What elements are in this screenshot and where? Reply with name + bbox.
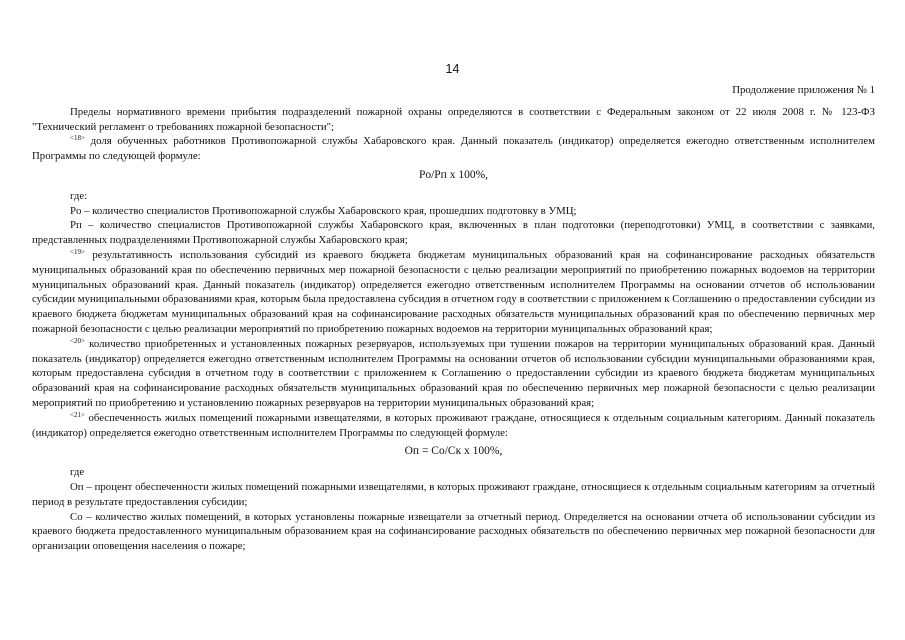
paragraph-note-20 xyxy=(32,337,875,411)
paragraph-text: результативность использования субсидий из краевого бюджета бюджетам муниципальных образований края на софинансирование расходных обязательств муниципальных образований края по обеспечению первичных мер пожарной безопасности с целью реализации мероприятий по приобретению пожарных водоемов на территории муниципальных образований края. Данный показатель (индикатор) определяется ежегодно ответственным исполнителем Программы на основании отчетов об использовании субсидии муниципальными образованиями края, которым была предоставлена субсидия в отчетном году в соответствии с приложением к Соглашению о предоставлении субсидии из краевого бюджета бюджетам муниципальных образований края на софинансирование расходных обязательств муниципальных образований края по обеспечению первичных мер пожарной безопасности с целью реализации мероприятий по приобретению пожарных водоемов на территории муниципальных образований края; xyxy=(32,248,875,335)
paragraph-def-po xyxy=(32,204,875,219)
paragraph-def-op xyxy=(32,480,875,510)
formula-trained-share: Pо/Pп x 100%, xyxy=(418,168,489,181)
appendix-continuation-header: Продолжение приложения № 1 xyxy=(732,84,875,96)
formula-detector-coverage: Oп = Cо/Cк x 100%, xyxy=(404,445,503,458)
paragraph-text: Cо – количество жилых помещений, в которых установлены пожарные извещатели за отчетный период. Определяется на основании отчета об использовании субсидии из краевого бюджета предоставленного муниципальным образованием края на софинансирование расходных обязательств по обеспечению первичных мер пожарной безопасности для организации оповещения населения о пожаре; xyxy=(32,510,875,553)
paragraph-text: количество приобретенных и установленных пожарных резервуаров, используемых при тушении пожаров на территории муниципальных образований края. Данный показатель (индикатор) определяется ежегодно ответственным исполнителем Программы на основании отчетов об использовании субсидии муниципальными образованиями края, которым предоставлена субсидия в отчетном году в соответствии с приложением к Соглашению о предоставлении субсидии из краевого бюджета бюджетам муниципальных образований края на софинансирование расходных обязательств муниципальных образований края по обеспечению первичных мер пожарной безопасности с целью реализации мероприятий по приобретению и установлению пожарных резервуаров на территории муниципальных образований края; xyxy=(32,337,875,409)
paragraph-text: доля обученных работников Противопожарной службы Хабаровского края. Данный показатель (индикатор) определяется ежегодно ответственным исполнителем Программы по следующей формуле: xyxy=(32,135,875,163)
footnote-marker: <19> xyxy=(70,247,85,256)
paragraph-where-1 xyxy=(32,189,875,204)
paragraph-text: Pо – количество специалистов Противопожарной службы Хабаровского края, прошедших подготовку в УМЦ; xyxy=(70,204,577,217)
document-body xyxy=(32,83,875,554)
footnote-marker: <18> xyxy=(70,134,85,143)
page-number: 14 xyxy=(445,62,460,76)
footnote-marker: <20> xyxy=(70,336,85,345)
footnote-marker: <21> xyxy=(70,410,85,419)
paragraph-text: Pп – количество специалистов Противопожарной службы Хабаровского края, включенных в план подготовки (переподготовки) УМЦ, в соответствии с заявками, представленных подразделениями Противопожарной службы Хабаровского края; xyxy=(32,219,875,247)
paragraph-def-pp xyxy=(32,218,875,248)
paragraph-text: Oп – процент обеспеченности жилых помещений пожарными извещателями, в которых проживают граждане, относящиеся к отдельным социальным категориям за отчетный период в результате предоставления субсидии; xyxy=(32,480,875,508)
paragraph-note-21 xyxy=(32,411,875,441)
paragraph-time-limits xyxy=(32,105,875,135)
paragraph-text: обеспеченность жилых помещений пожарными извещателями, в которых проживают граждане, относящиеся к отдельным социальным категориям. Данный показатель (индикатор) определяется ежегодно ответственным исполнителем Программы по следующей формуле: xyxy=(32,411,875,439)
paragraph-def-co xyxy=(32,510,875,554)
paragraph-text: Пределы нормативного времени прибытия подразделений пожарной охраны определяются в соответствии с Федеральным законом от 22 июля 2008 г. № 123-ФЗ "Технический регламент о требованиях пожарной безопасности"; xyxy=(32,105,875,133)
paragraph-where-2 xyxy=(32,465,875,480)
paragraph-note-19 xyxy=(32,248,875,337)
paragraph-text: где xyxy=(70,466,85,479)
paragraph-note-18 xyxy=(32,134,875,164)
paragraph-text: где: xyxy=(70,189,88,202)
